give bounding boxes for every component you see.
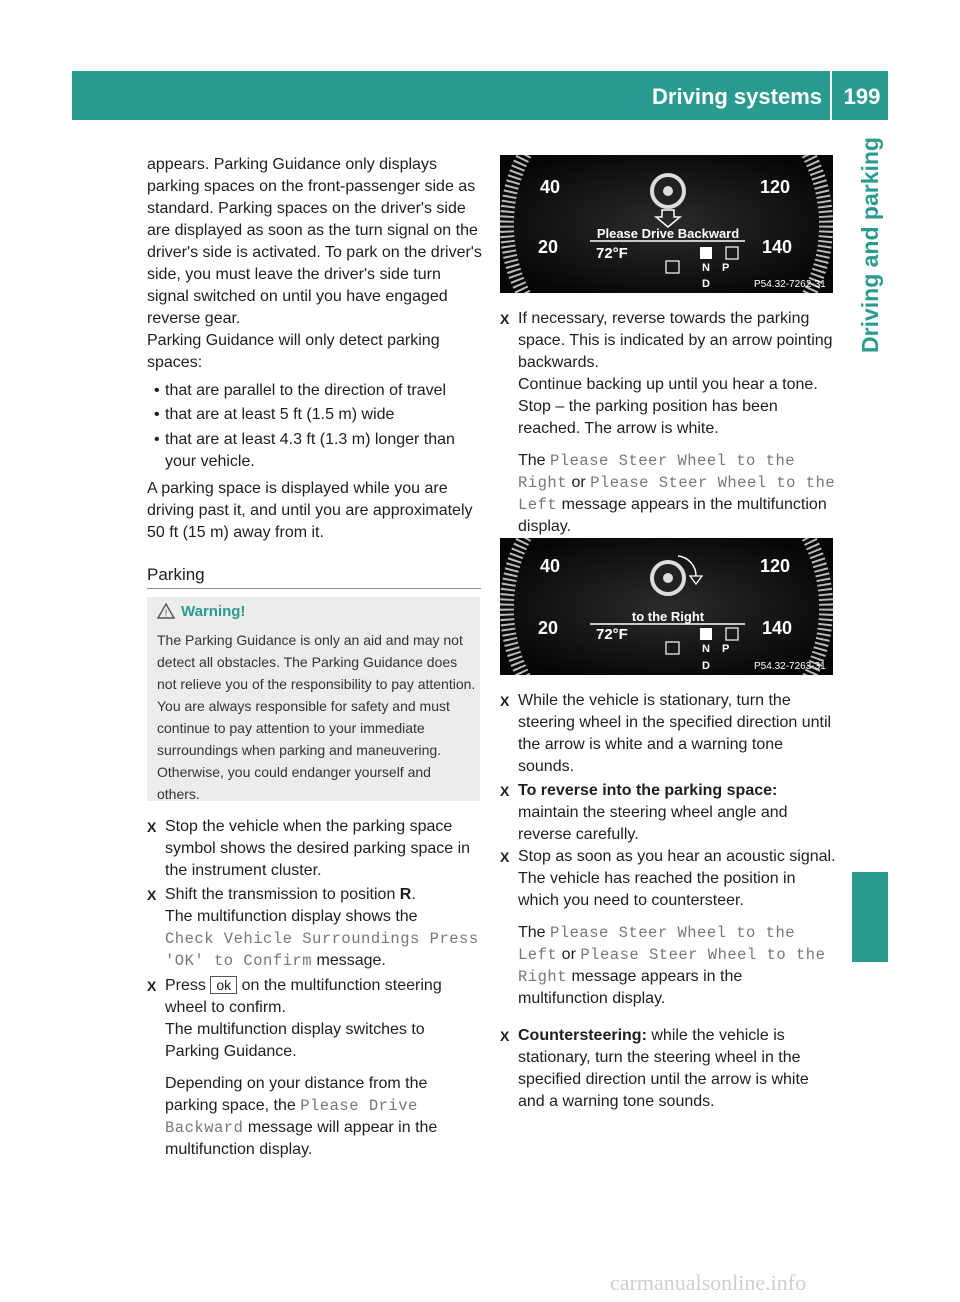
warning-title: Warning! xyxy=(181,603,246,620)
step-text-block xyxy=(165,1073,483,1161)
gear-indicator: P xyxy=(722,643,730,655)
list-item xyxy=(147,380,483,402)
bullet-text: that are parallel to the direction of travel xyxy=(165,382,447,399)
cluster-labels xyxy=(500,538,833,675)
step-text: Stop the vehicle when the parking space symbol shows the desired parking space in the instrument cluster. xyxy=(165,818,471,879)
step-arrow-icon: X xyxy=(500,311,510,327)
bullet-text: that are at least 4.3 ft (1.3 m) longer than your vehicle. xyxy=(165,431,455,470)
header-divider xyxy=(830,71,832,120)
speed-label: 20 xyxy=(538,237,559,257)
instruction-step xyxy=(500,846,836,1010)
step-arrow-icon: X xyxy=(147,978,157,994)
display-message: Please Drive Backward xyxy=(165,1097,418,1137)
display-message: Please Steer Wheel to the Right xyxy=(518,946,826,986)
gear-position: R xyxy=(399,886,412,903)
step-arrow-icon: X xyxy=(147,887,157,903)
temperature-readout: 72°F xyxy=(596,626,628,643)
intro-paragraph: appears. Parking Guidance only displays parking spaces on the front-passenger side as standard. Parking spaces on the driver's side are displayed as soon as the turn signal on the driver's side is activated. To park on the driver's side, you must leave the driver's side turn signal switched on until you have engaged reverse gear. xyxy=(147,156,482,327)
step-text: The xyxy=(518,924,546,941)
instruction-step xyxy=(500,780,836,846)
step-text-block xyxy=(518,922,836,1010)
speed-label: 140 xyxy=(762,237,793,257)
step-arrow-icon: X xyxy=(147,819,157,835)
step-text: maintain the steering wheel angle and reverse carefully. xyxy=(518,804,788,843)
display-message: Please Steer Wheel to the Left xyxy=(518,474,836,514)
warning-box xyxy=(147,597,480,801)
step-text: message appears in the multifunction display. xyxy=(518,968,743,1007)
step-arrow-icon: X xyxy=(500,693,510,709)
step-arrow-icon: X xyxy=(500,783,510,799)
display-note: A parking space is displayed while you are driving past it, and until you are approximately 50 ft (15 m) away from it. xyxy=(147,480,473,541)
side-marker xyxy=(852,872,888,962)
speed-label: 120 xyxy=(760,177,791,197)
instruction-step: X Shift the transmission to position R. The multifunction display shows the Check Vehicle Surroundings Press 'OK' to Confirm message. xyxy=(147,886,479,970)
step-text: while the vehicle is stationary, turn the steering wheel in the specified direction until the arrow is white and a warning tone sounds. xyxy=(518,1027,809,1110)
detect-intro: Parking Guidance will only detect parking spaces: xyxy=(147,332,440,371)
ok-button-icon: ok xyxy=(210,976,237,994)
step-text: message appears in the multifunction display. xyxy=(518,496,827,535)
image-code: P54.32-7263-31 xyxy=(754,661,826,672)
instrument-cluster-image-1 xyxy=(500,155,833,293)
bullet-text: that are at least 5 ft (1.5 m) wide xyxy=(165,406,395,423)
section-heading: Parking xyxy=(147,565,205,584)
list-item xyxy=(147,429,483,473)
step-bold-text: Countersteering: xyxy=(518,1027,647,1044)
warning-triangle-icon xyxy=(157,603,175,619)
step-text: Shift the transmission to position xyxy=(165,886,400,903)
display-message: Please Steer Wheel to the Right xyxy=(518,452,796,492)
step-text: message. xyxy=(316,952,386,969)
step-arrow-icon: X xyxy=(500,1028,510,1044)
step-text: message will appear in the multifunction display. xyxy=(165,1119,438,1158)
page-header-title: Driving systems xyxy=(652,84,822,109)
side-tab-label: Driving and parking xyxy=(857,137,883,353)
instrument-cluster-image-2 xyxy=(500,538,833,675)
step-text: Continue backing up until you hear a tone. Stop – the parking position has been reached. The arrow is white. xyxy=(518,376,818,437)
step-arrow-icon: X xyxy=(500,849,510,865)
gear-indicator: P xyxy=(722,262,730,274)
warning-text: The Parking Guidance is only an aid and may not detect all obstacles. The Parking Guidance does not relieve you of the responsibility to pay attention. You are always responsible for safety and must continue to pay attention to your immediate surroundings when parking and maneuvering. Otherwise, you could endanger yourself and others. xyxy=(157,632,476,802)
step-text: or xyxy=(561,946,576,963)
step-text: The vehicle has reached the position in which you need to countersteer. xyxy=(518,870,796,909)
speed-label: 140 xyxy=(762,618,793,638)
bullet-icon: • xyxy=(154,406,160,423)
cluster-message: Please Drive Backward xyxy=(596,226,740,241)
gear-indicator: N xyxy=(702,262,710,274)
instruction-step xyxy=(147,816,483,882)
speed-label: 40 xyxy=(540,177,561,197)
image-code: P54.32-7262-31 xyxy=(754,279,826,290)
cluster-labels xyxy=(500,155,833,293)
step-text: The xyxy=(518,452,546,469)
step-text: The multifunction display switches to Parking Guidance. xyxy=(165,1021,425,1060)
speed-label: 40 xyxy=(540,556,561,576)
step-text: The multifunction display shows the xyxy=(165,908,418,925)
step-text: or xyxy=(571,474,586,491)
instruction-step xyxy=(500,690,836,778)
bullet-icon: • xyxy=(154,431,160,448)
instruction-step xyxy=(500,308,836,538)
instruction-step xyxy=(147,975,483,1161)
watermark: carmanualsonline.info xyxy=(610,1270,807,1295)
display-message: Check Vehicle Surroundings Press 'OK' to Confirm xyxy=(165,930,479,970)
temperature-readout: 72°F xyxy=(596,245,628,262)
step-text: If necessary, reverse towards the parking space. This is indicated by an arrow pointing backwards. xyxy=(518,310,833,371)
svg-text:!: ! xyxy=(164,608,168,619)
step-bold-text: To reverse into the parking space: xyxy=(518,782,778,799)
display-message: Please Steer Wheel to the Left xyxy=(518,924,796,964)
list-item xyxy=(147,404,483,426)
step-text: on the multifunction steering wheel to confirm. xyxy=(165,977,442,1016)
gear-indicator: D xyxy=(702,278,710,290)
speed-label: 20 xyxy=(538,618,559,638)
speed-label: 120 xyxy=(760,556,791,576)
step-text-block xyxy=(518,450,836,538)
bullet-icon: • xyxy=(154,382,160,399)
step-text: Depending on your distance from the parking space, the xyxy=(165,1075,428,1114)
step-text: While the vehicle is stationary, turn the steering wheel in the specified direction until the arrow is white and a warning tone sounds. xyxy=(518,692,832,775)
section-rule xyxy=(147,588,481,589)
page-number: 199 xyxy=(843,84,881,109)
gear-indicator: N xyxy=(702,643,710,655)
step-text: Press xyxy=(165,977,206,994)
cluster-message: to the Right xyxy=(631,609,705,624)
step-text: Stop as soon as you hear an acoustic signal. xyxy=(518,848,836,865)
gear-indicator: D xyxy=(702,660,710,672)
instruction-step xyxy=(500,1025,836,1113)
